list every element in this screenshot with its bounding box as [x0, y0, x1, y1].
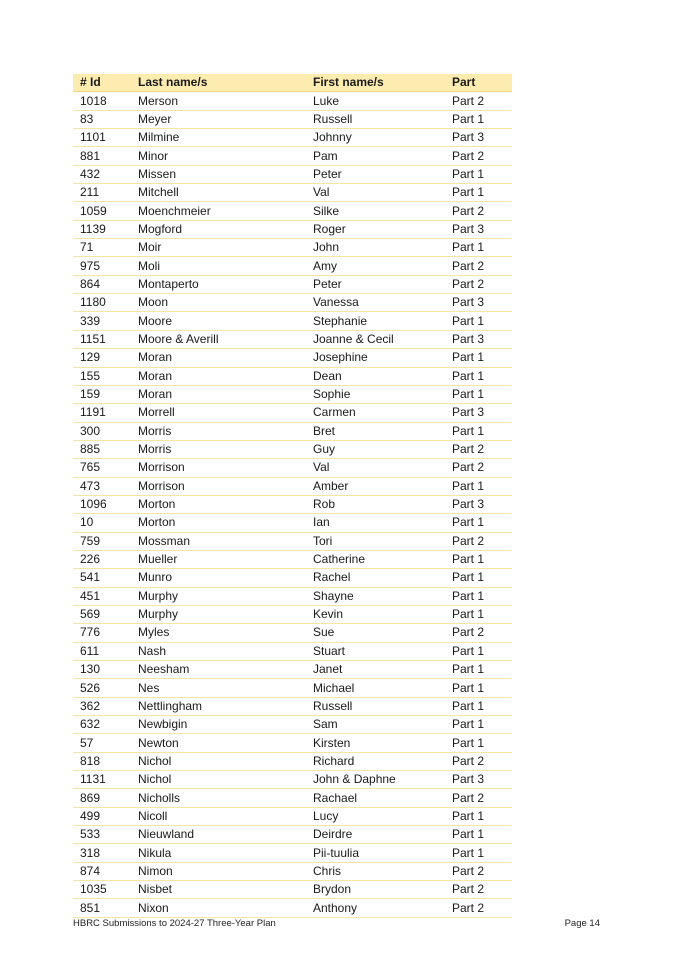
table-row: [73, 752, 512, 770]
cell-first-name: Lucy: [306, 807, 445, 825]
cell-first-name: Amy: [306, 257, 445, 275]
cell-id: 533: [73, 826, 131, 844]
cell-first-name: Catherine: [306, 550, 445, 568]
cell-first-name: Joanne & Cecil: [306, 330, 445, 348]
table-header-row: [73, 74, 512, 92]
cell-first-name: Vanessa: [306, 294, 445, 312]
cell-id: 776: [73, 624, 131, 642]
cell-last-name: Nimon: [131, 862, 306, 880]
cell-last-name: Moir: [131, 239, 306, 257]
cell-id: 155: [73, 367, 131, 385]
cell-part: Part 1: [445, 550, 512, 568]
cell-first-name: Dean: [306, 367, 445, 385]
cell-part: Part 1: [445, 367, 512, 385]
cell-id: 765: [73, 459, 131, 477]
footer-page-number: Page 14: [564, 918, 600, 929]
table-row: [73, 789, 512, 807]
cell-first-name: Rachael: [306, 789, 445, 807]
cell-id: 71: [73, 239, 131, 257]
cell-part: Part 1: [445, 165, 512, 183]
cell-last-name: Nettlingham: [131, 697, 306, 715]
cell-first-name: Kevin: [306, 605, 445, 623]
cell-part: Part 3: [445, 771, 512, 789]
cell-id: 362: [73, 697, 131, 715]
cell-last-name: Nes: [131, 679, 306, 697]
cell-id: 632: [73, 716, 131, 734]
cell-id: 499: [73, 807, 131, 825]
cell-last-name: Meyer: [131, 110, 306, 128]
table-row: [73, 550, 512, 568]
cell-part: Part 1: [445, 605, 512, 623]
cell-last-name: Minor: [131, 147, 306, 165]
cell-last-name: Nieuwland: [131, 826, 306, 844]
cell-id: 318: [73, 844, 131, 862]
cell-part: Part 1: [445, 807, 512, 825]
cell-last-name: Myles: [131, 624, 306, 642]
cell-first-name: Roger: [306, 220, 445, 238]
table-row: [73, 404, 512, 422]
cell-last-name: Montaperto: [131, 275, 306, 293]
cell-id: 1151: [73, 330, 131, 348]
cell-last-name: Morris: [131, 422, 306, 440]
cell-first-name: Peter: [306, 275, 445, 293]
cell-last-name: Moore & Averill: [131, 330, 306, 348]
cell-part: Part 2: [445, 459, 512, 477]
cell-id: 159: [73, 385, 131, 403]
cell-first-name: Janet: [306, 661, 445, 679]
header-part: Part: [445, 74, 512, 92]
table-row: [73, 624, 512, 642]
cell-id: 129: [73, 349, 131, 367]
table-row: [73, 826, 512, 844]
table-row: [73, 459, 512, 477]
cell-last-name: Murphy: [131, 605, 306, 623]
cell-first-name: Val: [306, 459, 445, 477]
cell-last-name: Morrison: [131, 477, 306, 495]
cell-part: Part 3: [445, 495, 512, 513]
cell-id: 211: [73, 184, 131, 202]
cell-first-name: Luke: [306, 92, 445, 110]
cell-id: 541: [73, 569, 131, 587]
cell-part: Part 3: [445, 404, 512, 422]
cell-last-name: Nicholls: [131, 789, 306, 807]
header-id: # Id: [73, 74, 131, 92]
table-row: [73, 129, 512, 147]
cell-first-name: Sue: [306, 624, 445, 642]
table-row: [73, 349, 512, 367]
cell-last-name: Morrison: [131, 459, 306, 477]
cell-first-name: Johnny: [306, 129, 445, 147]
cell-part: Part 1: [445, 184, 512, 202]
cell-last-name: Mueller: [131, 550, 306, 568]
cell-id: 226: [73, 550, 131, 568]
cell-part: Part 2: [445, 202, 512, 220]
cell-id: 451: [73, 587, 131, 605]
cell-id: 759: [73, 532, 131, 550]
cell-part: Part 2: [445, 624, 512, 642]
cell-id: 1139: [73, 220, 131, 238]
table-row: [73, 294, 512, 312]
cell-part: Part 1: [445, 734, 512, 752]
cell-last-name: Neesham: [131, 661, 306, 679]
submissions-table: [73, 74, 512, 918]
cell-first-name: John & Daphne: [306, 771, 445, 789]
cell-first-name: Josephine: [306, 349, 445, 367]
table-row: [73, 495, 512, 513]
cell-first-name: Brydon: [306, 881, 445, 899]
table-row: [73, 697, 512, 715]
cell-id: 569: [73, 605, 131, 623]
cell-first-name: Sam: [306, 716, 445, 734]
cell-part: Part 2: [445, 862, 512, 880]
cell-part: Part 1: [445, 679, 512, 697]
cell-part: Part 2: [445, 440, 512, 458]
cell-first-name: Chris: [306, 862, 445, 880]
cell-first-name: Pii-tuulia: [306, 844, 445, 862]
cell-first-name: Bret: [306, 422, 445, 440]
cell-last-name: Mossman: [131, 532, 306, 550]
cell-last-name: Mitchell: [131, 184, 306, 202]
table-row: [73, 881, 512, 899]
cell-id: 1096: [73, 495, 131, 513]
cell-id: 1131: [73, 771, 131, 789]
cell-last-name: Morris: [131, 440, 306, 458]
header-last-name: Last name/s: [131, 74, 306, 92]
cell-last-name: Morrell: [131, 404, 306, 422]
table-row: [73, 257, 512, 275]
table-body: [73, 92, 512, 917]
table-row: [73, 661, 512, 679]
cell-id: 818: [73, 752, 131, 770]
table-row: [73, 899, 512, 917]
cell-last-name: Murphy: [131, 587, 306, 605]
cell-part: Part 2: [445, 257, 512, 275]
cell-first-name: Ian: [306, 514, 445, 532]
cell-last-name: Nichol: [131, 771, 306, 789]
table-row: [73, 679, 512, 697]
cell-part: Part 1: [445, 312, 512, 330]
cell-last-name: Munro: [131, 569, 306, 587]
cell-part: Part 2: [445, 752, 512, 770]
cell-part: Part 1: [445, 826, 512, 844]
table-row: [73, 184, 512, 202]
cell-id: 869: [73, 789, 131, 807]
cell-first-name: Stuart: [306, 642, 445, 660]
cell-part: Part 1: [445, 349, 512, 367]
table-row: [73, 532, 512, 550]
cell-first-name: Pam: [306, 147, 445, 165]
table-row: [73, 605, 512, 623]
cell-part: Part 2: [445, 92, 512, 110]
table-row: [73, 771, 512, 789]
table-row: [73, 422, 512, 440]
cell-id: 851: [73, 899, 131, 917]
cell-last-name: Newbigin: [131, 716, 306, 734]
cell-last-name: Morton: [131, 514, 306, 532]
cell-part: Part 3: [445, 294, 512, 312]
cell-first-name: Michael: [306, 679, 445, 697]
table-row: [73, 440, 512, 458]
table-row: [73, 239, 512, 257]
cell-first-name: Deirdre: [306, 826, 445, 844]
table-row: [73, 385, 512, 403]
cell-last-name: Moli: [131, 257, 306, 275]
table-row: [73, 367, 512, 385]
cell-id: 975: [73, 257, 131, 275]
table-row: [73, 587, 512, 605]
cell-last-name: Nash: [131, 642, 306, 660]
cell-part: Part 1: [445, 642, 512, 660]
cell-first-name: Sophie: [306, 385, 445, 403]
cell-last-name: Nixon: [131, 899, 306, 917]
table-row: [73, 862, 512, 880]
cell-first-name: Val: [306, 184, 445, 202]
cell-last-name: Moran: [131, 367, 306, 385]
cell-last-name: Merson: [131, 92, 306, 110]
cell-first-name: Amber: [306, 477, 445, 495]
cell-last-name: Moon: [131, 294, 306, 312]
table-row: [73, 477, 512, 495]
cell-first-name: Richard: [306, 752, 445, 770]
cell-id: 885: [73, 440, 131, 458]
cell-id: 526: [73, 679, 131, 697]
header-first-name: First name/s: [306, 74, 445, 92]
table-row: [73, 312, 512, 330]
cell-id: 83: [73, 110, 131, 128]
cell-first-name: Shayne: [306, 587, 445, 605]
table-row: [73, 514, 512, 532]
cell-id: 130: [73, 661, 131, 679]
cell-part: Part 1: [445, 661, 512, 679]
cell-part: Part 1: [445, 697, 512, 715]
cell-part: Part 1: [445, 110, 512, 128]
table-row: [73, 202, 512, 220]
cell-id: 300: [73, 422, 131, 440]
cell-part: Part 1: [445, 514, 512, 532]
cell-part: Part 3: [445, 330, 512, 348]
cell-part: Part 1: [445, 385, 512, 403]
table-row: [73, 92, 512, 110]
cell-id: 881: [73, 147, 131, 165]
cell-first-name: Silke: [306, 202, 445, 220]
cell-first-name: Tori: [306, 532, 445, 550]
cell-part: Part 1: [445, 477, 512, 495]
cell-id: 1018: [73, 92, 131, 110]
cell-id: 10: [73, 514, 131, 532]
cell-part: Part 2: [445, 275, 512, 293]
cell-last-name: Missen: [131, 165, 306, 183]
cell-part: Part 1: [445, 716, 512, 734]
cell-id: 339: [73, 312, 131, 330]
table-row: [73, 642, 512, 660]
cell-first-name: Carmen: [306, 404, 445, 422]
cell-first-name: Peter: [306, 165, 445, 183]
cell-part: Part 1: [445, 569, 512, 587]
cell-id: 611: [73, 642, 131, 660]
cell-first-name: Anthony: [306, 899, 445, 917]
table-row: [73, 734, 512, 752]
cell-last-name: Nikula: [131, 844, 306, 862]
cell-part: Part 2: [445, 881, 512, 899]
cell-last-name: Moran: [131, 385, 306, 403]
table-row: [73, 110, 512, 128]
cell-part: Part 2: [445, 789, 512, 807]
cell-first-name: Russell: [306, 110, 445, 128]
cell-id: 1059: [73, 202, 131, 220]
cell-last-name: Moore: [131, 312, 306, 330]
cell-id: 1101: [73, 129, 131, 147]
cell-first-name: Russell: [306, 697, 445, 715]
cell-last-name: Moenchmeier: [131, 202, 306, 220]
cell-last-name: Newton: [131, 734, 306, 752]
cell-first-name: John: [306, 239, 445, 257]
cell-part: Part 1: [445, 422, 512, 440]
cell-first-name: Rachel: [306, 569, 445, 587]
cell-part: Part 2: [445, 532, 512, 550]
table-row: [73, 807, 512, 825]
cell-first-name: Kirsten: [306, 734, 445, 752]
cell-part: Part 1: [445, 239, 512, 257]
cell-last-name: Nichol: [131, 752, 306, 770]
cell-id: 1191: [73, 404, 131, 422]
cell-part: Part 3: [445, 220, 512, 238]
cell-id: 864: [73, 275, 131, 293]
table-row: [73, 716, 512, 734]
cell-part: Part 1: [445, 587, 512, 605]
cell-last-name: Milmine: [131, 129, 306, 147]
cell-id: 57: [73, 734, 131, 752]
cell-part: Part 2: [445, 899, 512, 917]
cell-part: Part 2: [445, 147, 512, 165]
cell-id: 473: [73, 477, 131, 495]
cell-part: Part 1: [445, 844, 512, 862]
table-row: [73, 147, 512, 165]
cell-first-name: Stephanie: [306, 312, 445, 330]
table-row: [73, 330, 512, 348]
table-row: [73, 165, 512, 183]
cell-last-name: Moran: [131, 349, 306, 367]
table-row: [73, 220, 512, 238]
footer-document-title: HBRC Submissions to 2024-27 Three-Year Plan: [73, 918, 276, 929]
cell-id: 1035: [73, 881, 131, 899]
cell-id: 874: [73, 862, 131, 880]
cell-part: Part 3: [445, 129, 512, 147]
cell-last-name: Morton: [131, 495, 306, 513]
cell-id: 1180: [73, 294, 131, 312]
cell-first-name: Rob: [306, 495, 445, 513]
table-row: [73, 569, 512, 587]
table-row: [73, 844, 512, 862]
cell-first-name: Guy: [306, 440, 445, 458]
cell-last-name: Nisbet: [131, 881, 306, 899]
table-row: [73, 275, 512, 293]
cell-last-name: Mogford: [131, 220, 306, 238]
cell-id: 432: [73, 165, 131, 183]
cell-last-name: Nicoll: [131, 807, 306, 825]
